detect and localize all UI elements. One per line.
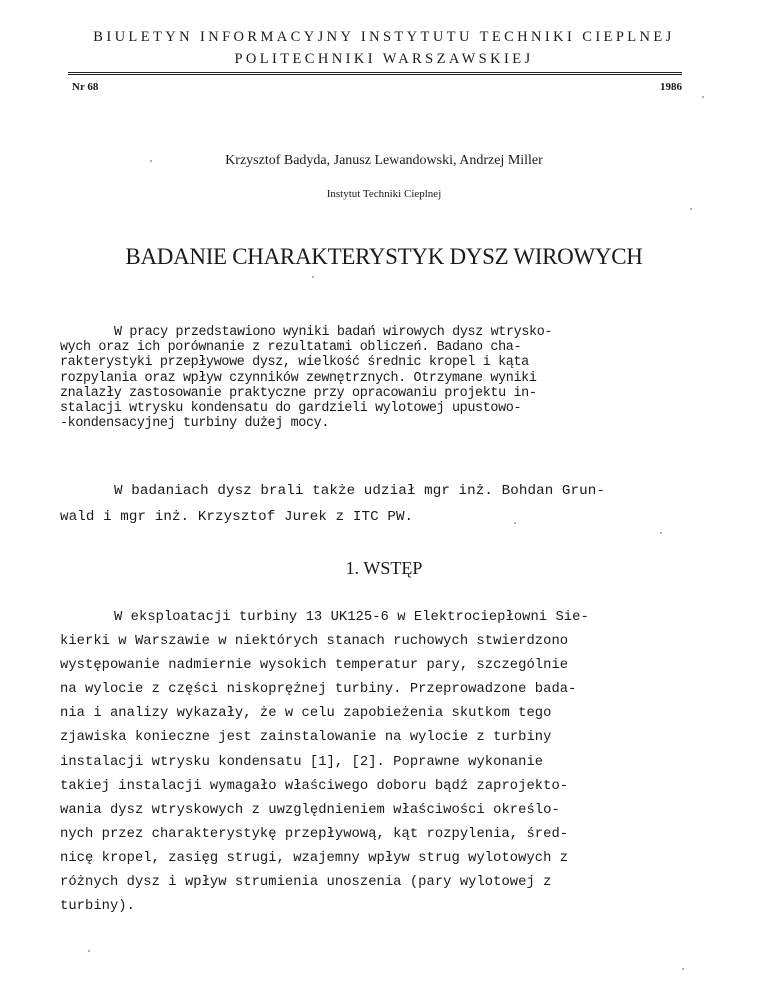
abstract-line: znalazły zastosowanie praktyczne przy opracowaniu projektu in- [60, 385, 537, 401]
body-line: takiej instalacji wymagało właściwego doboru bądź zaprojekto- [60, 778, 569, 794]
scan-speck [88, 950, 90, 952]
body-line: na wylocie z części niskoprężnej turbiny. Przeprowadzone bada- [60, 682, 577, 698]
abstract-line: W pracy przedstawiono wyniki badań wirowych dysz wtrysko- [114, 325, 553, 340]
abstract-line: -kondensacyjnej turbiny dużej mocy. [60, 416, 329, 432]
journal-title-line-2: POLITECHNIKI WARSZAWSKIEJ [234, 51, 534, 67]
abstract-line: stalacji wtrysku kondensatu do gardzieli wylotowej upustowo- [60, 401, 522, 417]
scan-speck [690, 208, 692, 210]
body-line: nia i analizy wykazały, że w celu zapobieżenia skutkom tego [60, 706, 552, 722]
body-line: nicę kropel, zasięg strugi, wzajemny wpływ strug wylotowych z [60, 850, 569, 866]
acknowledgment-line: W badaniach dysz brali także udział mgr inż. Bohdan Grun- [114, 483, 605, 499]
scan-speck [514, 522, 516, 524]
abstract-line: rozpylania oraz wpływ czynników zewnętrznych. Otrzymane wyniki [60, 370, 537, 386]
body-line: nych przez charakterystykę przepływową, kąt rozpylenia, śred- [60, 826, 569, 842]
body-line: różnych dysz i wpływ strumienia unoszenia (pary wylotowej z [60, 875, 552, 891]
body-line: występowanie nadmiernie wysokich temperatur pary, szczególnie [60, 658, 569, 674]
abstract-line: wych oraz ich porównanie z rezultatami obliczeń. Badano cha- [60, 340, 522, 356]
acknowledgment [60, 478, 700, 530]
issue-year: 1986 [660, 81, 682, 93]
authors: Krzysztof Badyda, Janusz Lewandowski, Andrzej Miller [225, 153, 543, 168]
scan-speck [150, 160, 152, 162]
abstract [60, 325, 700, 431]
journal-title-line-1: BIULETYN INFORMACYJNY INSTYTUTU TECHNIKI CIEPLNEJ [93, 29, 675, 45]
scan-speck [702, 96, 704, 98]
abstract-line: rakterystyki przepływowe dysz, wielkość średnic kropel i kąta [60, 355, 529, 371]
acknowledgment-line: wald i mgr inż. Krzysztof Jurek z ITC PW. [60, 509, 414, 525]
body-line: kierki w Warszawie w niektórych stanach ruchowych stwierdzono [60, 634, 569, 650]
scan-speck [682, 968, 684, 970]
body-paragraph [60, 606, 710, 919]
scan-speck [660, 532, 662, 534]
body-line: W eksploatacji turbiny 13 UK125-6 w Elektrociepłowni Sie- [114, 610, 589, 625]
journal-header [40, 26, 728, 70]
header-rule [68, 72, 682, 73]
affiliation: Instytut Techniki Cieplnej [326, 188, 442, 200]
article-title: BADANIE CHARAKTERYSTYK DYSZ WIROWYCH [125, 244, 643, 269]
header-rule-thick [68, 74, 682, 75]
issue-number: Nr 68 [72, 81, 99, 93]
body-line: instalacji wtrysku kondensatu [1], [2]. Poprawne wykonanie [60, 754, 544, 770]
body-line: wania dysz wtryskowych z uwzględnieniem właściwości określo- [60, 802, 560, 818]
body-line: zjawiska konieczne jest zainstalowanie na wylocie z turbiny [60, 730, 552, 746]
section-heading: 1. WSTĘP [345, 558, 423, 578]
body-line: turbiny). [60, 899, 135, 915]
scan-speck [312, 276, 314, 278]
